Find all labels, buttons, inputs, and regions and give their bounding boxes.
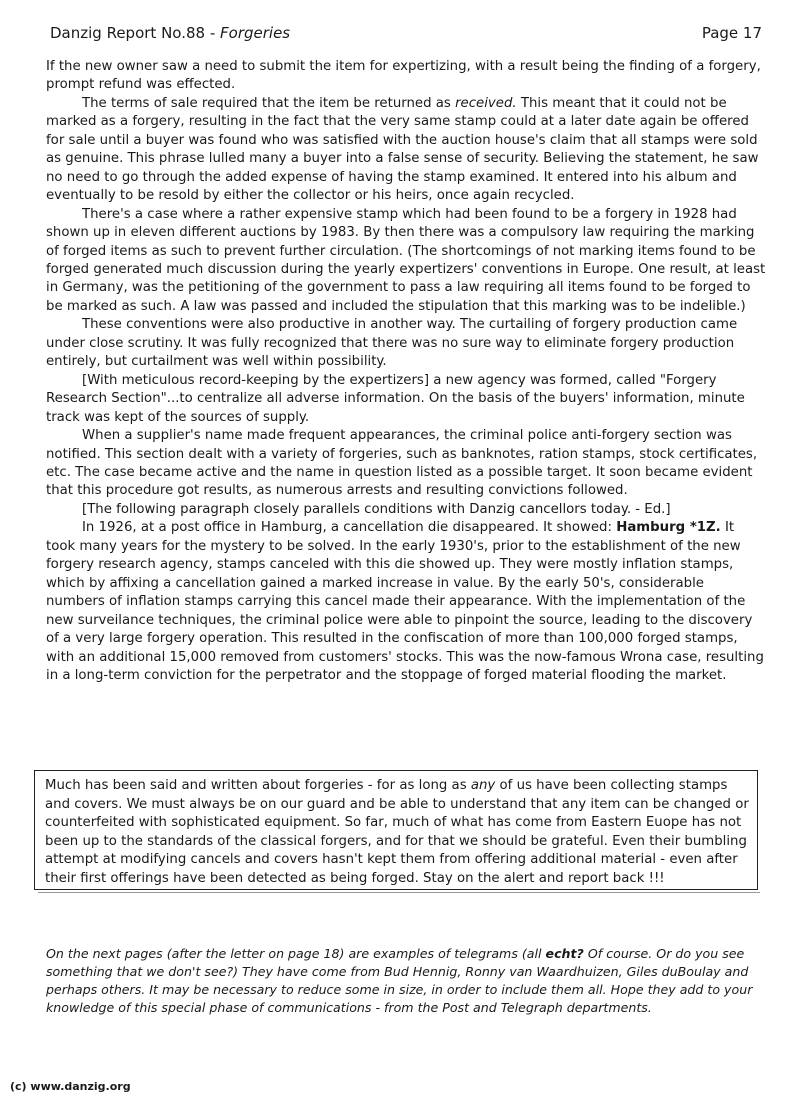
paragraph-3: There's a case where a rather expensive stamp which had been found to be a forgery in 1928 had shown up in eleven different auctions by 1983. By then there was a compulsory law requiring the marking of forged items as such to prevent further circulation. (The shortcomings of not marking items found to be forged generated much discussion during the yearly expertizers' conventions in Europe. One result, at least in Germany, was the petitioning of the government to pass a law requiring all items found to be forged to be marked as such. A law was passed and included the stipulation that this marking was to be indelible.) — [46, 206, 766, 314]
paragraph-1: If the new owner saw a need to submit the item for expertizing, with a result being the finding of a forgery, prompt refund was effected. — [46, 59, 761, 93]
header-section: Forgeries — [220, 24, 291, 42]
editor-note: [The following paragraph closely parallels conditions with Danzig cancellors today. - Ed.] — [82, 501, 671, 517]
article-body — [46, 58, 766, 685]
boxed-text: Much has been said and written about forgeries - for as long as any of us have been collecting stamps and covers. We must always be on our guard and be able to understand that any item can be changed or counterfeited with sophisticated equipment. So far, much of what has come from Eastern Euope has not been up to the standards of the classical forgers, and for that we should be grateful. Even their bumbling attempt at modifying cancels and covers hasn't kept them from offering additional material - even after their first offerings have been detected as being forged. Stay on the alert and report back !!! — [45, 778, 749, 886]
page-header — [50, 24, 762, 42]
copyright-footer: (c) www.danzig.org — [10, 1080, 131, 1093]
header-title: Danzig Report No.88 - Forgeries — [50, 24, 291, 42]
cancel-die-text: Hamburg *1Z. — [616, 520, 721, 536]
paragraph-5: [With meticulous record-keeping by the expertizers] a new agency was formed, called "Forgery Research Section"...to centralize all adverse information. On the basis of the buyers' information, minute track was kept of the sources of supply. — [46, 372, 745, 425]
page-number: Page 17 — [701, 24, 762, 42]
paragraph-4: These conventions were also productive in another way. The curtailing of forgery production came under close scrutiny. It was fully recognized that there was no sure way to eliminate forgery production entirely, but curtailment was well within possibility. — [46, 317, 738, 370]
box-shadow-line — [38, 892, 760, 893]
paragraph-8: In 1926, at a post office in Hamburg, a cancellation die disappeared. It showed: Hamburg *1Z. It took many years for the mystery to be solved. In the early 1930's, prior to the establishment of the new forgery research agency, stamps canceled with this die showed up. They were mostly inflation stamps, which by affixing a cancellation gained a marked increase in value. By the early 50's, considerable numbers of inflation stamps carrying this cancel made their appearance. With the implementation of the new surveilance techniques, the criminal police were able to pinpoint the source, leading to the discovery of a very large forgery operation. This resulted in the confiscation of more than 100,000 forged stamps, with an additional 15,000 removed from customers' stocks. This was the now-famous Wrona case, resulting in a long-term conviction for the perpetrator and the stoppage of forged material flooding the market. — [46, 520, 764, 683]
note-text: On the next pages (after the letter on page 18) are examples of telegrams (all echt? Of course. Or do you see something that we don't see?) They have come from Bud Hennig, Ronny van Waardhuizen, Giles duBoulay and perhaps others. It may be necessary to reduce some in size, in order to include them all. Hope they add to your knowledge of this special phase of communications - from the Post and Telegraph departments. — [46, 946, 753, 1015]
boxed-editorial — [34, 770, 758, 890]
italic-note — [46, 945, 766, 1017]
paragraph-6: When a supplier's name made frequent appearances, the criminal police anti-forgery section was notified. This section dealt with a variety of forgeries, such as banknotes, ration stamps, stock certificates, etc. The case became active and the name in question listed as a possible target. It soon became evident that this procedure got results, as numerous arrests and resulting convictions followed. — [46, 428, 758, 499]
paragraph-2: The terms of sale required that the item be returned as received. This meant that it could not be marked as a forgery, resulting in the fact that the very same stamp could at a later date again be offered for sale until a buyer was found who was satisfied with the auction house's claim that all stamps were sold as genuine. This phrase lulled many a buyer into a false sense of security. Believing the statement, he saw no need to go through the added expense of having the stamp examined. It entered into his album and eventually to be resold by either the collector or his heirs, once again recycled. — [46, 95, 759, 204]
